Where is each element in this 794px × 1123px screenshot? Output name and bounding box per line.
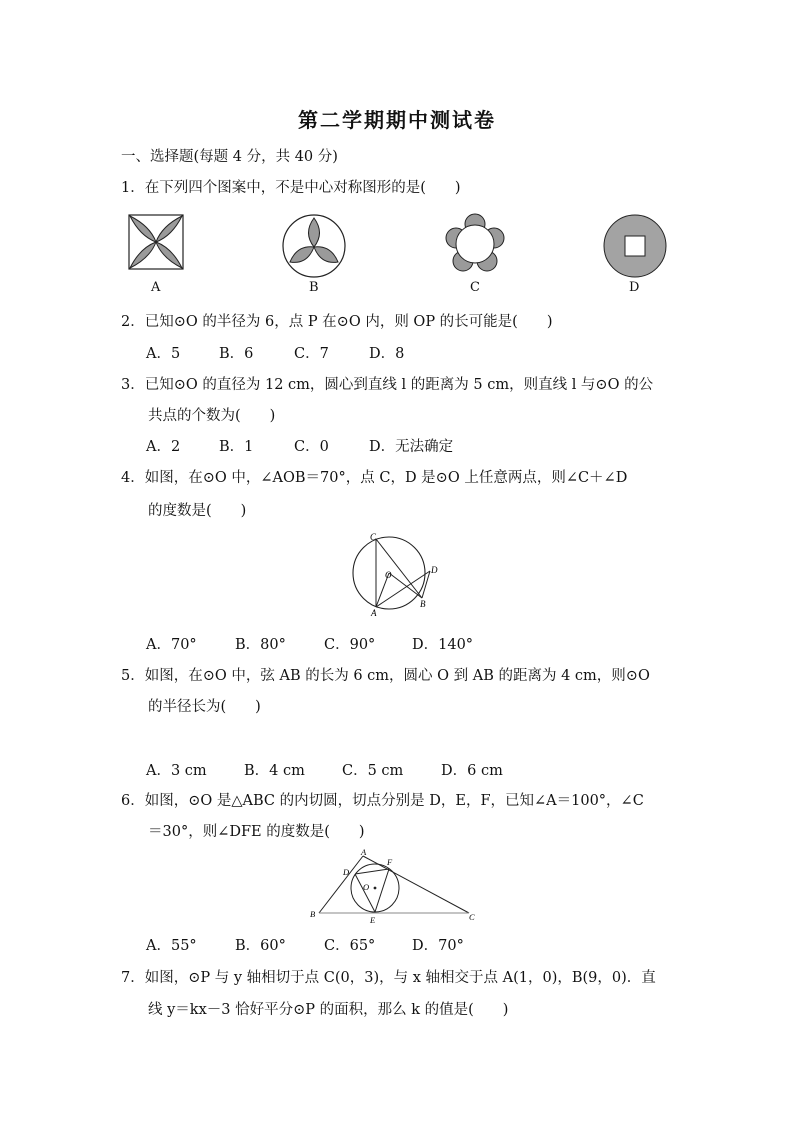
- q5-option-b: B．4 cm: [244, 763, 305, 779]
- q6-label-f: F: [387, 857, 393, 867]
- q5-option-a: A．3 cm: [146, 763, 207, 779]
- q2-option-c: C．7: [294, 346, 329, 362]
- q5-option-d: D．6 cm: [441, 763, 503, 779]
- q1-label-d: D: [629, 280, 640, 295]
- q6-option-c: C．65°: [324, 938, 376, 954]
- question-5-line1: 5．如图，在⊙O 中，弦 AB 的长为 6 cm，圆心 O 到 AB 的距离为 4 cm，则⊙O: [121, 668, 650, 684]
- page-title: 第二学期期中测试卷: [298, 108, 496, 132]
- q4-label-a: A: [371, 608, 377, 618]
- q4-label-o: O: [385, 570, 392, 580]
- q6-option-b: B．60°: [235, 938, 286, 954]
- q4-label-b: B: [420, 599, 426, 609]
- q6-label-o: O: [363, 882, 370, 892]
- q1-label-a: A: [151, 280, 161, 295]
- q5-option-c: C．5 cm: [342, 763, 404, 779]
- q1-figure-a: [128, 214, 184, 270]
- q4-figure: [348, 530, 448, 620]
- q6-option-d: D．70°: [412, 938, 464, 954]
- q6-label-d: D: [343, 867, 350, 877]
- q6-label-e: E: [370, 915, 376, 925]
- q2-option-b: B．6: [219, 346, 254, 362]
- q3-option-d: D．无法确定: [369, 439, 454, 455]
- question-7-line2: 线 y＝kx－3 恰好平分⊙P 的面积，那么 k 的值是( ): [148, 1002, 509, 1018]
- q1-label-c: C: [470, 280, 480, 295]
- question-3-line1: 3．已知⊙O 的直径为 12 cm，圆心到直线 l 的距离为 5 cm，则直线 l 与⊙O 的公: [121, 377, 654, 393]
- question-6-line1: 6．如图，⊙O 是△ABC 的内切圆，切点分别是 D，E，F，已知∠A＝100°，∠C: [121, 793, 644, 809]
- q6-figure: [305, 848, 485, 926]
- q4-option-a: A．70°: [146, 637, 197, 653]
- q4-label-c: C: [370, 532, 377, 542]
- question-5-line2: 的半径长为( ): [148, 699, 261, 715]
- q4-option-b: B．80°: [235, 637, 286, 653]
- q6-label-a: A: [361, 847, 367, 857]
- q4-option-d: D．140°: [412, 637, 474, 653]
- question-3-line2: 共点的个数为( ): [148, 408, 276, 424]
- q1-figure-b: [281, 213, 347, 279]
- q3-option-a: A．2: [146, 439, 181, 455]
- question-6-line2: ＝30°，则∠DFE 的度数是( ): [148, 824, 365, 840]
- q2-option-a: A．5: [146, 346, 181, 362]
- question-4-line1: 4．如图，在⊙O 中，∠AOB＝70°，点 C，D 是⊙O 上任意两点，则∠C＋∠D: [121, 470, 628, 486]
- q3-option-c: C．0: [294, 439, 329, 455]
- q3-option-b: B．1: [219, 439, 254, 455]
- question-4-line2: 的度数是( ): [148, 503, 247, 519]
- q4-label-d: D: [431, 565, 438, 575]
- q6-label-c: C: [469, 912, 475, 922]
- question-1-text: 1．在下列四个图案中，不是中心对称图形的是( ): [121, 180, 461, 196]
- question-7-line1: 7．如图，⊙P 与 y 轴相切于点 C(0，3)，与 x 轴相交于点 A(1，0)，B(9，0)．直: [121, 970, 656, 986]
- q1-figure-d: [603, 214, 667, 278]
- q2-option-d: D．8: [369, 346, 405, 362]
- q4-option-c: C．90°: [324, 637, 376, 653]
- q6-option-a: A．55°: [146, 938, 197, 954]
- q6-label-b: B: [310, 909, 316, 919]
- question-2-text: 2．已知⊙O 的半径为 6，点 P 在⊙O 内，则 OP 的长可能是( ): [121, 314, 553, 330]
- q1-figure-c: [444, 213, 506, 275]
- section-heading: 一、选择题(每题 4 分，共 40 分): [121, 149, 338, 165]
- q1-label-b: B: [309, 280, 319, 295]
